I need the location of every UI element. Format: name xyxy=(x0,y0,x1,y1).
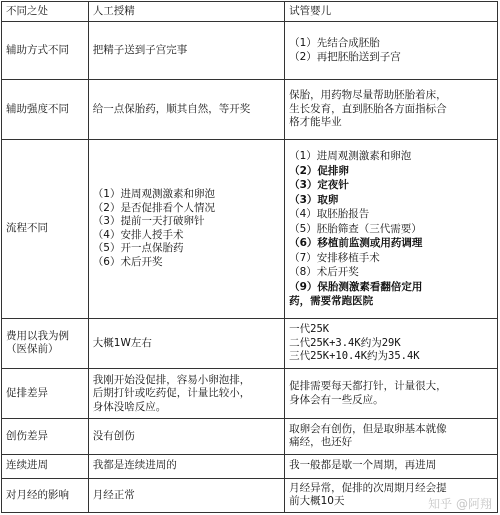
row-label-continuous: 连续进周 xyxy=(2,454,89,478)
comparison-table xyxy=(1,1,498,513)
cell-line: （医保前） xyxy=(6,343,59,356)
cell-line: （6）术后开奖 xyxy=(92,255,163,268)
cell-line: （8）术后开奖 xyxy=(289,266,359,279)
cell-line: 药，需要常跑医院 xyxy=(289,295,374,308)
ivf-cost xyxy=(285,318,498,368)
cell-line: 我刚开始没促排，容易小卵泡排， xyxy=(92,373,251,386)
header-row xyxy=(2,2,498,22)
cell-line: （7）安排移植手术 xyxy=(289,251,380,264)
cell-line: 费用以我为例 xyxy=(6,329,69,342)
cell-line: 保胎，用药物尽量帮助胚胎着床， xyxy=(289,89,447,102)
cell-line: （3）取卵 xyxy=(289,193,339,206)
ai-assist-intensity: 给一点保胎药，顺其自然，等开奖 xyxy=(88,80,284,139)
row-label-trauma: 创伤差异 xyxy=(2,419,89,454)
ai-continuous: 我都是连续进周的 xyxy=(88,454,284,478)
cell-line: （9）保胎测激素看翻倍定用 xyxy=(289,280,423,293)
cell-line: （2）是否促排看个人情况 xyxy=(92,201,215,214)
header-ivf: 试管婴儿 xyxy=(285,2,498,22)
row-label-stimulation: 促排差异 xyxy=(2,369,89,419)
ai-stimulation xyxy=(88,369,284,419)
cell-line: （5）开一点保胎药 xyxy=(92,242,184,255)
row-label-menstruation: 对月经的影响 xyxy=(2,478,89,512)
row-label-cost xyxy=(2,318,89,368)
cell-line: （5）胚胎筛查（三代需要） xyxy=(289,222,422,235)
ivf-trauma xyxy=(285,419,498,454)
cell-line: 前大概10天 xyxy=(289,495,345,508)
ivf-menstruation xyxy=(285,478,498,512)
row-label-assist-intensity: 辅助强度不同 xyxy=(2,80,89,139)
cell-line: （2）再把胚胎送到子宫 xyxy=(289,50,401,63)
cell-line: 身体没啥反应。 xyxy=(92,400,167,413)
cell-line: 生长发育，直到胚胎各方面指标合 xyxy=(289,102,447,115)
table-row xyxy=(2,80,498,139)
ivf-assist-method xyxy=(285,22,498,80)
cell-line: （3）定夜针 xyxy=(289,179,349,192)
cell-line: （3）提前一天打破卵针 xyxy=(92,215,205,228)
ivf-assist-intensity xyxy=(285,80,498,139)
table-row xyxy=(2,419,498,454)
ivf-stimulation xyxy=(285,369,498,419)
cell-line: 后期打针或吃药促，计量比较小， xyxy=(92,387,251,399)
cell-line: 促排需要每天都打针，计量很大， xyxy=(289,380,447,393)
row-label-assist-method: 辅助方式不同 xyxy=(2,22,89,80)
ivf-process xyxy=(285,139,498,318)
cell-line: （1）进周观测激素和卵泡 xyxy=(289,150,412,163)
cell-line: 三代25K+10.4K约为35.4K xyxy=(289,350,420,363)
cell-line: （4）安排人授手术 xyxy=(92,228,184,241)
ivf-continuous: 我一般都是歇一个周期，再进周 xyxy=(285,454,498,478)
cell-line: （1）进周观测激素和卵泡 xyxy=(92,188,215,201)
watermark: 知乎 @阿翔 xyxy=(428,497,492,511)
cell-line: 一代25K xyxy=(289,323,330,336)
table-row xyxy=(2,369,498,419)
ai-menstruation: 月经正常 xyxy=(88,478,284,512)
cell-line: 二代25K+3.4K约为29K xyxy=(289,336,401,349)
cell-line: 身体会有一些反应。 xyxy=(289,393,384,406)
ai-trauma: 没有创伤 xyxy=(88,419,284,454)
cell-line: 格才能毕业 xyxy=(289,116,342,129)
cell-line: （2）促排卵 xyxy=(289,164,349,177)
header-artificial-insemination: 人工授精 xyxy=(88,2,284,22)
cell-line: （4）取胚胎报告 xyxy=(289,208,370,221)
cell-line: 痛经，也还好 xyxy=(289,436,353,449)
ai-cost: 大概1W左右 xyxy=(88,318,284,368)
table-row xyxy=(2,454,498,478)
row-label-process: 流程不同 xyxy=(2,139,89,318)
cell-line: 取卵会有创伤，但是取卵基本就像 xyxy=(289,422,447,435)
table-row xyxy=(2,318,498,368)
header-difference: 不同之处 xyxy=(2,2,89,22)
cell-line: （1）先结合成胚胎 xyxy=(289,37,380,50)
cell-line: 月经异常，促排的次周期月经会提 xyxy=(289,481,447,494)
cell-line: （6）移植前监测或用药调理 xyxy=(289,237,423,250)
ai-process xyxy=(88,139,284,318)
ai-assist-method: 把精子送到子宫完事 xyxy=(88,22,284,80)
table-row xyxy=(2,139,498,318)
table-row xyxy=(2,478,498,512)
table-row xyxy=(2,22,498,80)
